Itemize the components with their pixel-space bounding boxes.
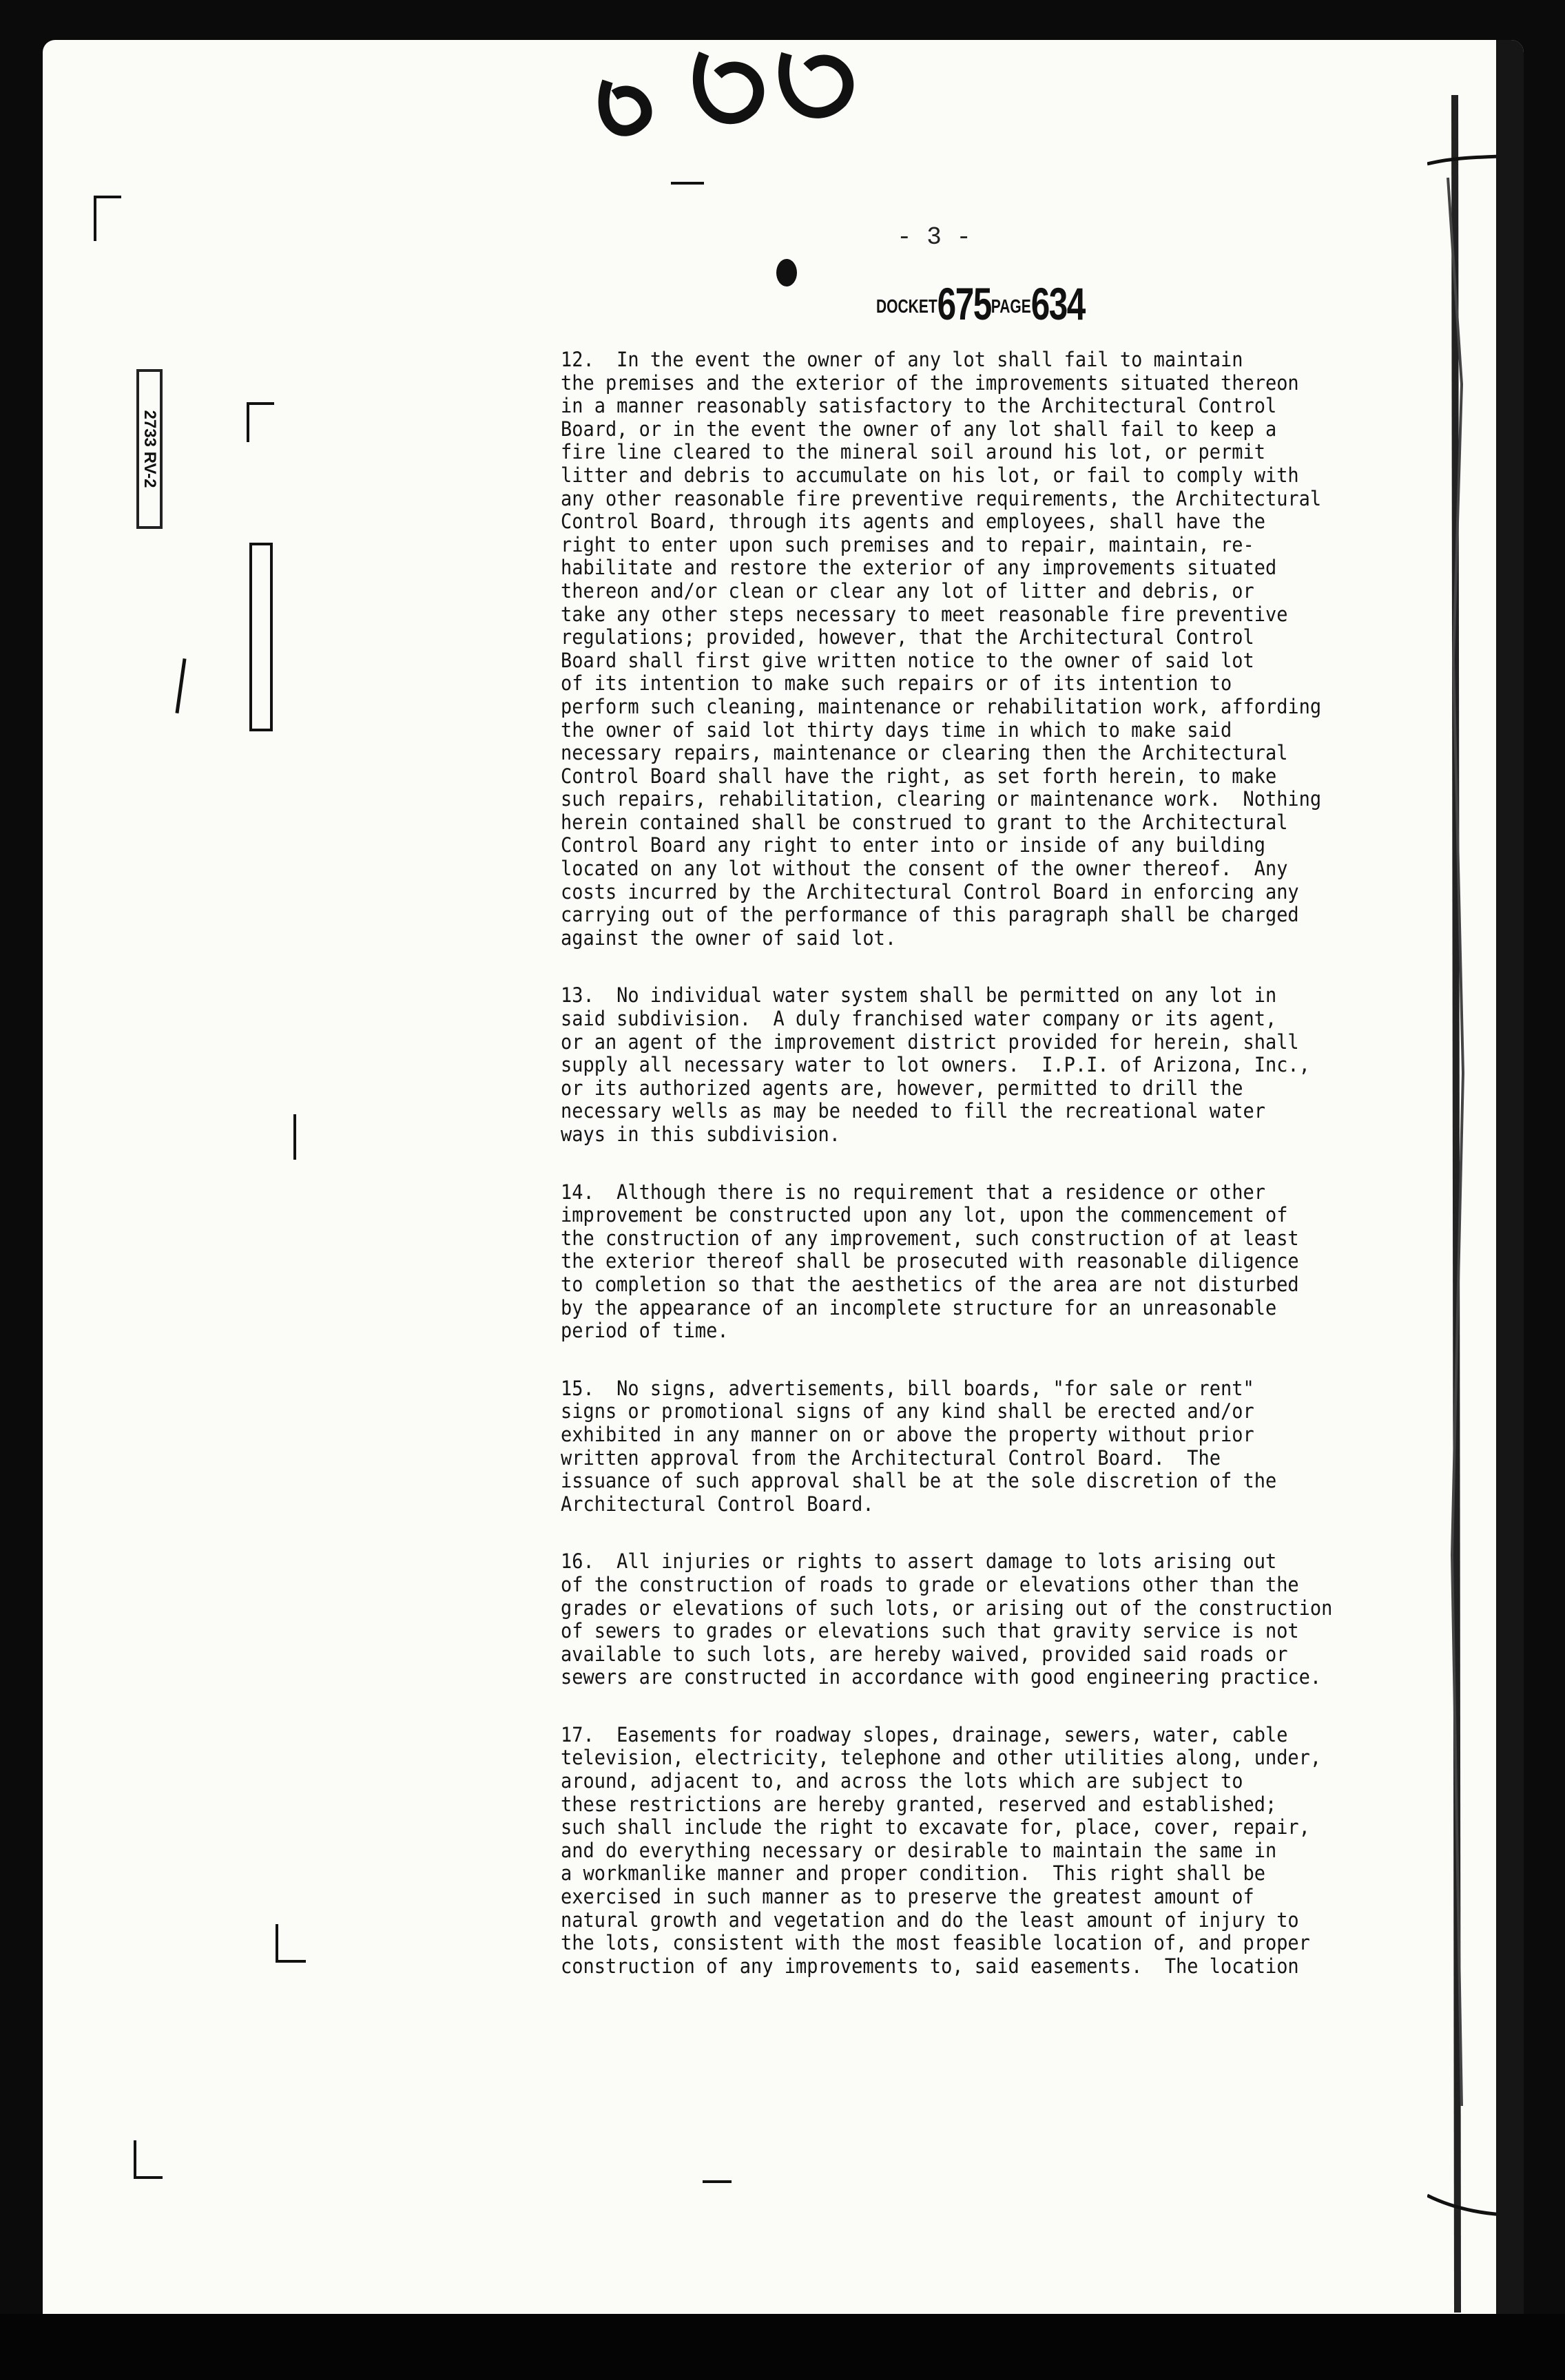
paragraph-line: signs or promotional signs of any kind shall be erected and/or bbox=[561, 1399, 1254, 1423]
paragraph-17 bbox=[561, 1724, 1432, 1979]
paragraph-line: or an agent of the improvement district provided for herein, shall bbox=[561, 1030, 1299, 1054]
paragraph-line: grades or elevations of such lots, or arising out of the construction bbox=[561, 1596, 1333, 1620]
paragraph-line: of the construction of roads to grade or elevations other than the bbox=[561, 1572, 1299, 1596]
paragraph-line: supply all necessary water to lot owners. I.P.I. of Arizona, Inc., bbox=[561, 1053, 1310, 1077]
paragraph-line: exercised in such manner as to preserve the greatest amount of bbox=[561, 1885, 1254, 1909]
paragraph-line: litter and debris to accumulate on his lot, or fail to comply with bbox=[561, 463, 1299, 487]
paragraph-line: television, electricity, telephone and other utilities along, under, bbox=[561, 1746, 1322, 1770]
corner-mark-bottom-left bbox=[134, 2140, 136, 2179]
paragraph-line: in a manner reasonably satisfactory to the Architectural Control bbox=[561, 394, 1277, 418]
corner-mark-inner-bottom-bar bbox=[276, 1960, 306, 1963]
paragraph-line: such repairs, rehabilitation, clearing or maintenance work. Nothing bbox=[561, 787, 1322, 811]
docket-page-reference bbox=[876, 278, 1085, 330]
paragraph-line: 12. In the event the owner of any lot shall fail to maintain bbox=[561, 348, 1243, 371]
paragraph-line: Board, or in the event the owner of any lot shall fail to keep a bbox=[561, 417, 1277, 441]
paragraph-line: Board shall first give written notice to the owner of said lot bbox=[561, 648, 1254, 672]
paragraph-line: by the appearance of an incomplete structure for an unreasonable bbox=[561, 1295, 1277, 1319]
paragraph-line: Control Board any right to enter into or inside of any building bbox=[561, 833, 1265, 857]
paragraph-line: the owner of said lot thirty days time in which to make said bbox=[561, 718, 1232, 742]
paragraph-line: fire line cleared to the mineral soil around his lot, or permit bbox=[561, 440, 1265, 464]
paragraph-line: written approval from the Architectural Control Board. The bbox=[561, 1445, 1221, 1470]
margin-tick-1 bbox=[175, 658, 186, 713]
paragraph-16 bbox=[561, 1550, 1432, 1689]
paragraph-line: improvement be constructed upon any lot, upon the commencement of bbox=[561, 1203, 1288, 1227]
side-stamp-text: 2733 RV-2 bbox=[141, 410, 159, 488]
paragraph-line: Control Board shall have the right, as set forth herein, to make bbox=[561, 764, 1277, 788]
paragraph-line: herein contained shall be construed to grant to the Architectural bbox=[561, 810, 1288, 834]
paragraph-line: against the owner of said lot. bbox=[561, 926, 897, 950]
margin-tick-2 bbox=[293, 1114, 296, 1160]
paragraph-line: such shall include the right to excavate for, place, cover, repair, bbox=[561, 1815, 1310, 1839]
paragraph-line: to completion so that the aesthetics of the area are not disturbed bbox=[561, 1272, 1299, 1296]
docket-label: DOCKET bbox=[876, 295, 937, 317]
paragraph-line: the lots, consistent with the most feasible location of, and proper bbox=[561, 1931, 1310, 1955]
paragraph-line: habilitate and restore the exterior of any improvements situated bbox=[561, 556, 1277, 580]
paragraph-line: located on any lot without the consent of the owner thereof. Any bbox=[561, 857, 1288, 881]
paragraph-line: necessary wells as may be needed to fill the recreational water bbox=[561, 1099, 1265, 1123]
handwritten-scribble bbox=[566, 40, 952, 157]
paragraph-line: sewers are constructed in accordance with good engineering practice. bbox=[561, 1665, 1322, 1689]
corner-mark-top-left-bar bbox=[94, 196, 121, 198]
paragraph-line: the premises and the exterior of the improvements situated thereon bbox=[561, 370, 1299, 395]
page-label: PAGE bbox=[991, 295, 1031, 317]
paragraph-line: carrying out of the performance of this paragraph shall be charged bbox=[561, 903, 1299, 927]
paragraph-line: 14. Although there is no requirement that a residence or other bbox=[561, 1180, 1265, 1204]
paragraph-line: period of time. bbox=[561, 1319, 729, 1343]
paragraph-line: any other reasonable fire preventive requirements, the Architectural bbox=[561, 486, 1322, 510]
docket-number: 675 bbox=[937, 278, 991, 329]
paragraph-line: 15. No signs, advertisements, bill boards, "for sale or rent" bbox=[561, 1376, 1254, 1400]
side-recording-stamp bbox=[136, 369, 163, 529]
paragraph-line: exhibited in any manner on or above the property without prior bbox=[561, 1422, 1254, 1446]
paragraph-14 bbox=[561, 1181, 1432, 1343]
paragraph-line: and do everything necessary or desirable to maintain the same in bbox=[561, 1838, 1277, 1862]
corner-mark-inner-top-bar bbox=[247, 402, 274, 405]
corner-mark-bottom-left-bar bbox=[134, 2176, 163, 2179]
page-reference-number: 634 bbox=[1030, 278, 1085, 329]
paragraph-line: costs incurred by the Architectural Control Board in enforcing any bbox=[561, 879, 1299, 904]
paragraph-line: or its authorized agents are, however, permitted to drill the bbox=[561, 1076, 1243, 1100]
document-page bbox=[43, 40, 1524, 2354]
paragraph-13 bbox=[561, 984, 1432, 1146]
frame-mark-rect bbox=[249, 543, 273, 731]
paragraph-line: right to enter upon such premises and to repair, maintain, re- bbox=[561, 532, 1254, 556]
paragraph-line: a workmanlike manner and proper condition. This right shall be bbox=[561, 1861, 1265, 1886]
paragraph-line: thereon and/or clean or clear any lot of litter and debris, or bbox=[561, 578, 1254, 603]
paragraph-line: necessary repairs, maintenance or clearing then the Architectural bbox=[561, 741, 1288, 765]
paragraph-line: take any other steps necessary to meet reasonable fire preventive bbox=[561, 602, 1288, 626]
paragraph-line: around, adjacent to, and across the lots which are subject to bbox=[561, 1769, 1243, 1793]
paragraph-line: Control Board, through its agents and employees, shall have the bbox=[561, 510, 1265, 534]
paragraph-line: 13. No individual water system shall be permitted on any lot in bbox=[561, 983, 1277, 1008]
paragraph-15 bbox=[561, 1377, 1432, 1516]
page-number: - 3 - bbox=[897, 223, 972, 251]
paragraph-line: available to such lots, are hereby waived, provided said roads or bbox=[561, 1642, 1288, 1666]
paragraph-line: ways in this subdivision. bbox=[561, 1123, 840, 1146]
paragraph-line: the exterior thereof shall be prosecuted with reasonable diligence bbox=[561, 1249, 1299, 1273]
ink-blot bbox=[776, 259, 797, 286]
paragraph-line: Architectural Control Board. bbox=[561, 1492, 874, 1516]
paragraph-line: perform such cleaning, maintenance or rehabilitation work, affording bbox=[561, 694, 1322, 718]
paragraph-line: of sewers to grades or elevations such that gravity service is not bbox=[561, 1619, 1299, 1643]
paragraph-line: 16. All injuries or rights to assert damage to lots arising out bbox=[561, 1549, 1277, 1574]
paragraph-line: the construction of any improvement, such construction of at least bbox=[561, 1226, 1299, 1250]
paragraph-line: these restrictions are hereby granted, reserved and established; bbox=[561, 1792, 1277, 1816]
corner-mark-inner-bottom bbox=[276, 1924, 278, 1963]
scan-bottom-border bbox=[0, 2314, 1565, 2380]
paragraph-line: of its intention to make such repairs or of its intention to bbox=[561, 671, 1232, 696]
header-dash bbox=[671, 182, 704, 185]
corner-mark-top-left bbox=[94, 196, 96, 241]
paragraph-line: issuance of such approval shall be at the sole discretion of the bbox=[561, 1469, 1277, 1493]
paragraph-line: construction of any improvements to, said easements. The location bbox=[561, 1954, 1299, 1978]
paragraph-line: natural growth and vegetation and do the least amount of injury to bbox=[561, 1908, 1299, 1932]
corner-mark-inner-top bbox=[247, 402, 249, 442]
footer-dash bbox=[703, 2180, 732, 2183]
paragraph-line: said subdivision. A duly franchised water company or its agent, bbox=[561, 1007, 1277, 1031]
paragraph-line: 17. Easements for roadway slopes, drainage, sewers, water, cable bbox=[561, 1722, 1288, 1746]
paragraph-12 bbox=[561, 348, 1432, 950]
document-body bbox=[561, 348, 1497, 1978]
paragraph-line: regulations; provided, however, that the Architectural Control bbox=[561, 625, 1254, 649]
